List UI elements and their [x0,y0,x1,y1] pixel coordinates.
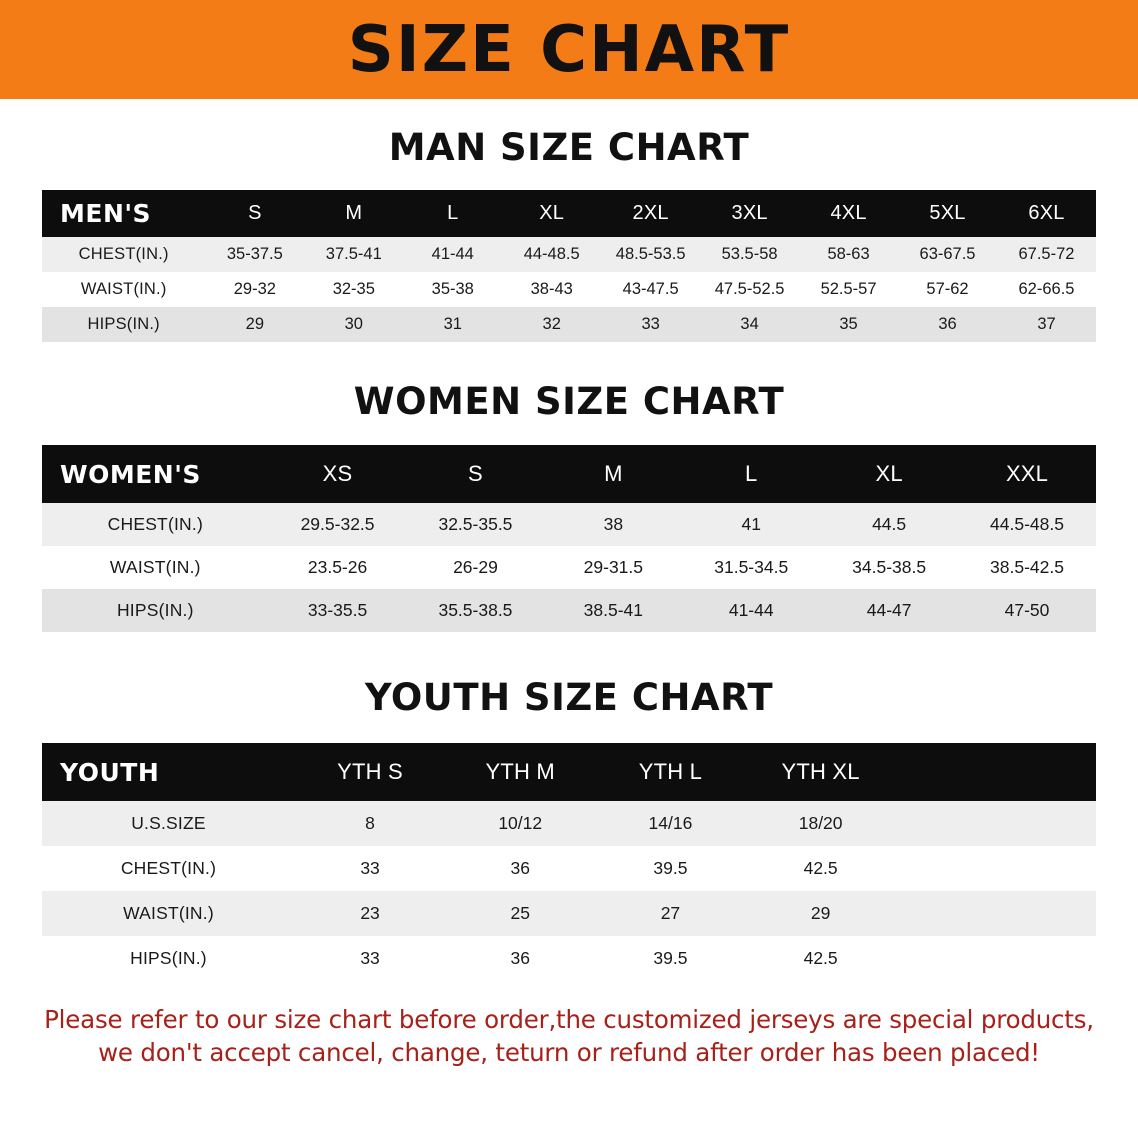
women-waist-xl: 34.5-38.5 [852,557,927,577]
youth-ussize-yth-s: 8 [365,813,375,833]
man-chest-5xl: 63-67.5 [919,245,976,263]
man-header-m: M [345,202,363,224]
youth-header-label: YOUTH [60,757,160,787]
women-table-header-row [42,445,1096,503]
man-row-hips-label: HIPS(IN.) [87,315,160,333]
table-row [42,936,1096,981]
youth-ussize-yth-xl: 18/20 [798,813,843,833]
table-row [42,272,1096,307]
women-hips-xs: 33-35.5 [307,600,368,620]
women-row-waist-label: WAIST(IN.) [109,557,201,577]
youth-header-yth-s: YTH S [337,759,403,784]
youth-waist-spacer [896,891,1096,936]
women-waist-xs: 23.5-26 [307,557,368,577]
youth-row-waist-label: WAIST(IN.) [123,903,214,923]
man-hips-m: 30 [344,315,363,333]
youth-chest-yth-m: 36 [510,858,530,878]
women-waist-s: 26-29 [453,557,498,577]
man-hips-5xl: 36 [938,315,957,333]
man-header-6xl: 6XL [1028,202,1065,224]
man-hips-2xl: 33 [641,315,660,333]
women-waist-l: 31.5-34.5 [714,557,789,577]
table-row [42,237,1096,272]
man-waist-6xl: 62-66.5 [1018,280,1075,298]
man-chest-l: 41-44 [431,245,474,263]
youth-hips-yth-l: 39.5 [653,948,688,968]
man-chest-s: 35-37.5 [226,245,283,263]
women-section-heading: WOMEN SIZE CHART [353,380,785,423]
man-waist-s: 29-32 [233,280,276,298]
women-chest-m: 38 [603,514,624,534]
women-chest-xl: 44.5 [872,514,907,534]
man-section-heading: MAN SIZE CHART [388,126,750,169]
youth-header-yth-xl: YTH XL [781,759,860,784]
man-header-label: MEN'S [60,199,152,228]
women-waist-m: 29-31.5 [583,557,644,577]
women-hips-l: 41-44 [728,600,774,620]
man-hips-3xl: 34 [740,315,759,333]
table-row [42,546,1096,589]
youth-ussize-yth-m: 10/12 [498,813,543,833]
women-size-table [42,445,1096,632]
women-hips-xxl: 47-50 [1004,600,1050,620]
women-waist-xxl: 38.5-42.5 [990,557,1064,577]
man-row-chest-label: CHEST(IN.) [78,245,169,263]
man-chest-3xl: 53.5-58 [721,245,778,263]
disclaimer-line-2: we don't accept cancel, change, teturn or refund after order has been placed! [98,1038,1040,1068]
youth-table-wrapper [0,743,1138,981]
table-row [42,891,1096,936]
man-hips-l: 31 [443,315,462,333]
page-title: SIZE CHART [347,12,791,87]
women-row-chest-label: CHEST(IN.) [107,514,203,534]
table-row [42,503,1096,546]
man-waist-3xl: 47.5-52.5 [714,280,785,298]
table-row [42,846,1096,891]
women-chest-l: 41 [741,514,761,534]
youth-waist-yth-l: 27 [660,903,681,923]
man-waist-5xl: 57-62 [926,280,969,298]
youth-table-header-row [42,743,1096,801]
table-row [42,589,1096,632]
man-hips-4xl: 35 [839,315,858,333]
youth-chest-spacer [896,846,1096,891]
size-chart-disclaimer [40,1003,1098,1069]
man-chest-m: 37.5-41 [325,245,382,263]
man-chest-2xl: 48.5-53.5 [615,245,686,263]
table-row [42,801,1096,846]
women-chest-xs: 29.5-32.5 [300,514,375,534]
man-header-2xl: 2XL [632,202,669,224]
man-header-4xl: 4XL [830,202,867,224]
man-chest-6xl: 67.5-72 [1018,245,1075,263]
size-chart-banner [0,0,1138,99]
youth-waist-yth-s: 23 [360,903,380,923]
man-size-table [42,190,1096,342]
youth-ussize-spacer [896,801,1096,846]
man-chest-xl: 44-48.5 [523,245,580,263]
women-chest-s: 32.5-35.5 [438,514,513,534]
man-waist-l: 35-38 [431,280,474,298]
man-header-5xl: 5XL [929,202,966,224]
youth-hips-yth-s: 33 [360,948,380,968]
man-hips-6xl: 37 [1037,315,1056,333]
youth-size-table [42,743,1096,981]
youth-section-heading: YOUTH SIZE CHART [364,676,774,719]
women-header-l: L [745,461,758,486]
youth-row-hips-label: HIPS(IN.) [130,948,207,968]
man-header-s: S [248,202,262,224]
youth-ussize-yth-l: 14/16 [648,813,693,833]
youth-header-spacer [896,743,1096,801]
man-table-wrapper [0,190,1138,342]
man-header-l: L [447,202,459,224]
man-waist-4xl: 52.5-57 [820,280,877,298]
women-chest-xxl: 44.5-48.5 [990,514,1064,534]
man-hips-s: 29 [245,315,265,333]
youth-header-yth-l: YTH L [638,759,703,784]
women-header-m: M [604,461,623,486]
women-header-xxl: XXL [1005,461,1049,486]
youth-header-yth-m: YTH M [485,759,555,784]
man-header-3xl: 3XL [731,202,768,224]
women-header-label: WOMEN'S [60,459,201,489]
women-table-wrapper [0,445,1138,632]
youth-waist-yth-m: 25 [510,903,530,923]
women-header-s: S [468,461,483,486]
women-row-hips-label: HIPS(IN.) [116,600,194,620]
women-hips-m: 38.5-41 [583,600,644,620]
youth-waist-yth-xl: 29 [810,903,831,923]
youth-hips-yth-xl: 42.5 [803,948,838,968]
man-waist-m: 32-35 [332,280,375,298]
man-row-waist-label: WAIST(IN.) [80,280,167,298]
man-waist-2xl: 43-47.5 [622,280,679,298]
women-header-xl: XL [875,461,903,486]
women-hips-s: 35.5-38.5 [438,600,513,620]
youth-row-ussize-label: U.S.SIZE [131,813,206,833]
man-hips-xl: 32 [542,315,561,333]
man-waist-xl: 38-43 [530,280,573,298]
youth-chest-yth-xl: 42.5 [803,858,838,878]
table-row [42,307,1096,342]
youth-chest-yth-s: 33 [360,858,380,878]
disclaimer-line-1: Please refer to our size chart before order,the customized jerseys are special products, [44,1005,1094,1034]
youth-row-chest-label: CHEST(IN.) [120,858,217,878]
youth-hips-spacer [896,936,1096,981]
youth-chest-yth-l: 39.5 [653,858,688,878]
man-table-header-row [42,190,1096,237]
women-hips-xl: 44-47 [866,600,912,620]
youth-hips-yth-m: 36 [510,948,530,968]
man-header-xl: XL [539,202,565,224]
man-chest-4xl: 58-63 [827,245,870,263]
women-header-xs: XS [322,461,353,486]
